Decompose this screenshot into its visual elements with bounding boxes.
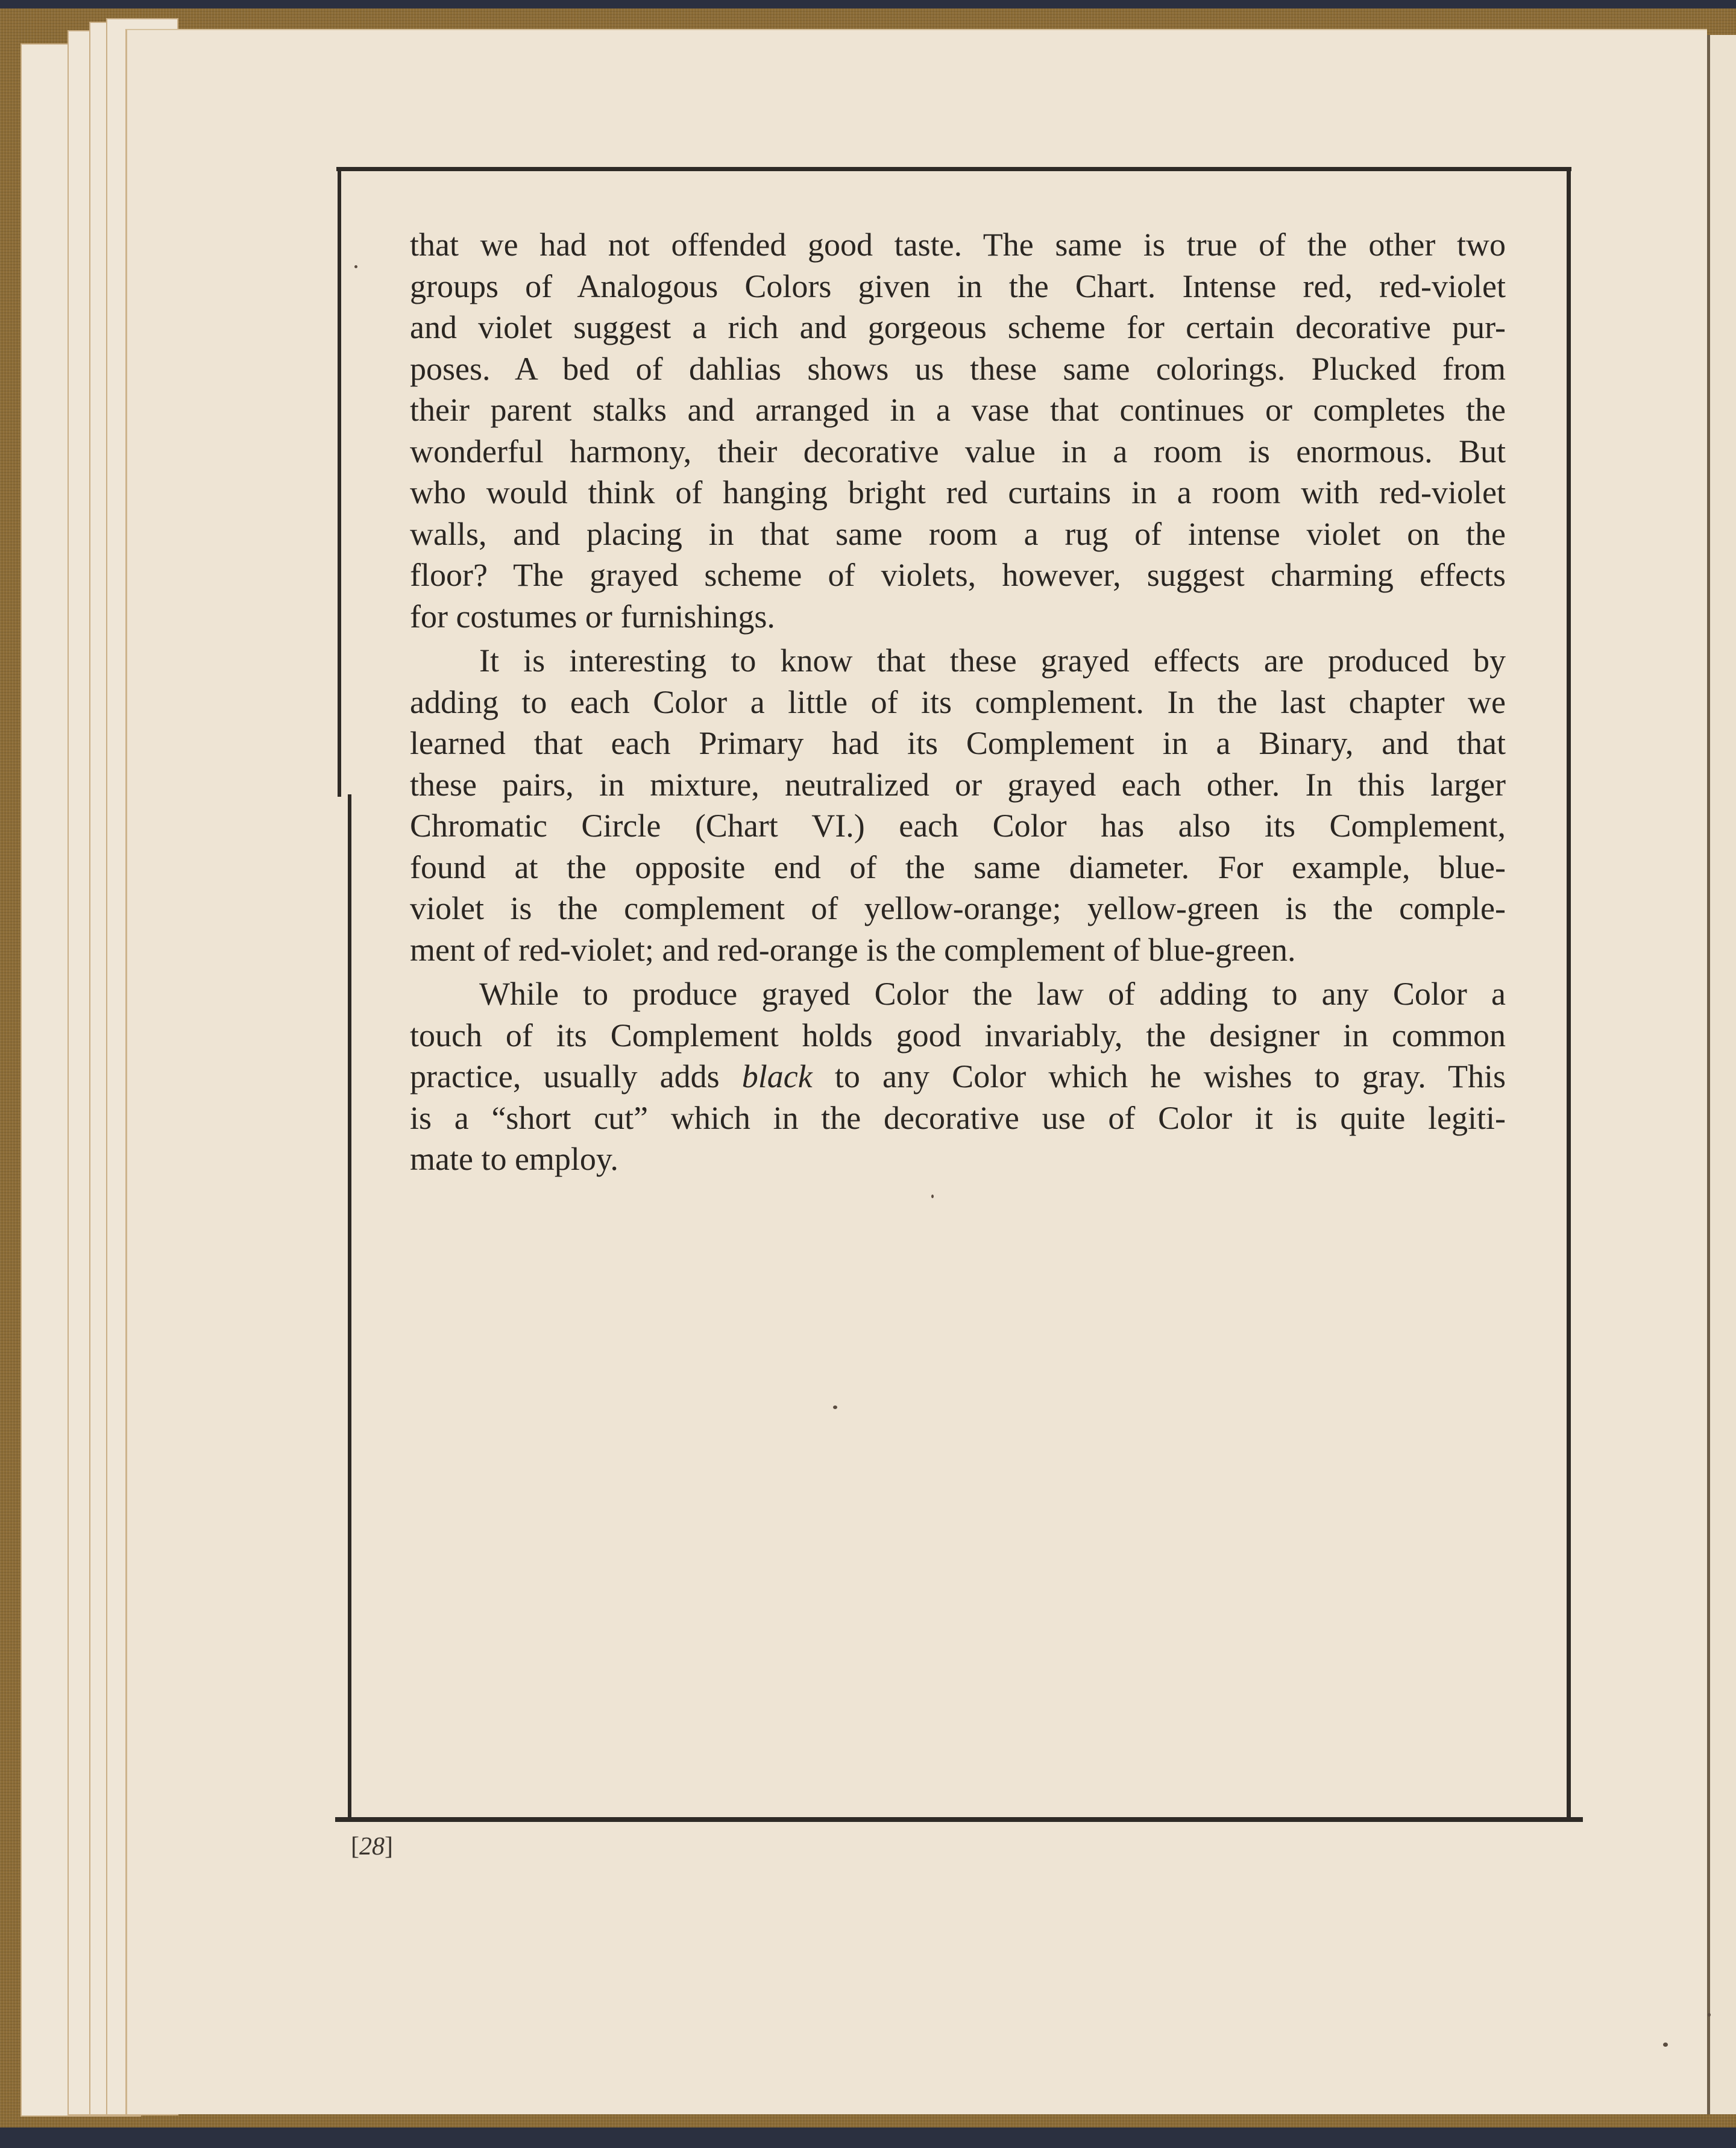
paper-speck <box>833 1405 837 1409</box>
frame-top-rule <box>336 167 1571 171</box>
text-line: adding to each Color a little of its complement. In the last chapter we <box>410 683 1506 720</box>
text-line: these pairs, in mixture, neutralized or grayed each other. In this larger <box>410 766 1506 803</box>
text-line: violet is the complement of yellow-orange; yellow-green is the comple- <box>410 890 1506 926</box>
frame-bottom-rule <box>335 1817 1583 1822</box>
text-line: that we had not offended good taste. The same is true of the other two <box>410 227 1506 263</box>
facing-page-edge <box>1707 35 1736 2114</box>
text-line: walls, and placing in that same room a rug of intense violet on the <box>410 515 1506 552</box>
page-number-value: 28 <box>359 1833 385 1861</box>
text-line: It is interesting to know that these grayed effects are produced by <box>479 642 1506 679</box>
paragraph <box>410 973 1506 1180</box>
text-line: Chromatic Circle (Chart VI.) each Color has also its Complement, <box>410 808 1506 844</box>
text-line: mate to employ. <box>410 1141 618 1177</box>
italic-emphasis: black <box>741 1058 813 1094</box>
page-number <box>351 1832 393 1861</box>
paragraph <box>410 224 1506 637</box>
text-line: their parent stalks and arranged in a vase that continues or completes the <box>410 392 1506 428</box>
text-line: poses. A bed of dahlias shows us these same colorings. Plucked from <box>410 350 1506 387</box>
text-line: While to produce grayed Color the law of adding to any Color a <box>479 976 1506 1012</box>
text-line: groups of Analogous Colors given in the Chart. Intense red, red-violet <box>410 268 1506 304</box>
bracket: ] <box>385 1833 393 1861</box>
text-line: and violet suggest a rich and gorgeous scheme for certain decorative pur- <box>410 309 1506 345</box>
paper-speck <box>354 265 357 268</box>
paper-speck <box>1663 2043 1668 2047</box>
text-line: for costumes or furnishings. <box>410 598 775 635</box>
text-line: floor? The grayed scheme of violets, however, suggest charming effects <box>410 557 1506 593</box>
frame-left-rule <box>348 794 351 1822</box>
text-run: to any Color which he wishes to gray. This <box>812 1058 1506 1094</box>
text-line: learned that each Primary had its Complement in a Binary, and that <box>410 725 1506 761</box>
body-text <box>410 224 1506 1183</box>
paper-speck <box>931 1195 934 1198</box>
text-line: found at the opposite end of the same diameter. For example, blue- <box>410 849 1506 885</box>
text-line: wonderful harmony, their decorative value in a room is enormous. But <box>410 433 1506 469</box>
text-line: is a “short cut” which in the decorative use of Color it is quite legiti- <box>410 1099 1506 1136</box>
frame-right-rule <box>1567 169 1571 1822</box>
text-line: ment of red-violet; and red-orange is the complement of blue-green. <box>410 931 1296 968</box>
paper-speck <box>1708 2013 1711 2017</box>
text-line: who would think of hanging bright red curtains in a room with red-violet <box>410 474 1506 510</box>
text-line: touch of its Complement holds good invariably, the designer in common <box>410 1017 1506 1054</box>
text-line <box>410 1056 1506 1098</box>
bracket: [ <box>351 1833 359 1861</box>
frame-left-rule <box>338 170 341 797</box>
paragraph <box>410 640 1506 970</box>
text-run: practice, usually adds <box>410 1058 742 1094</box>
